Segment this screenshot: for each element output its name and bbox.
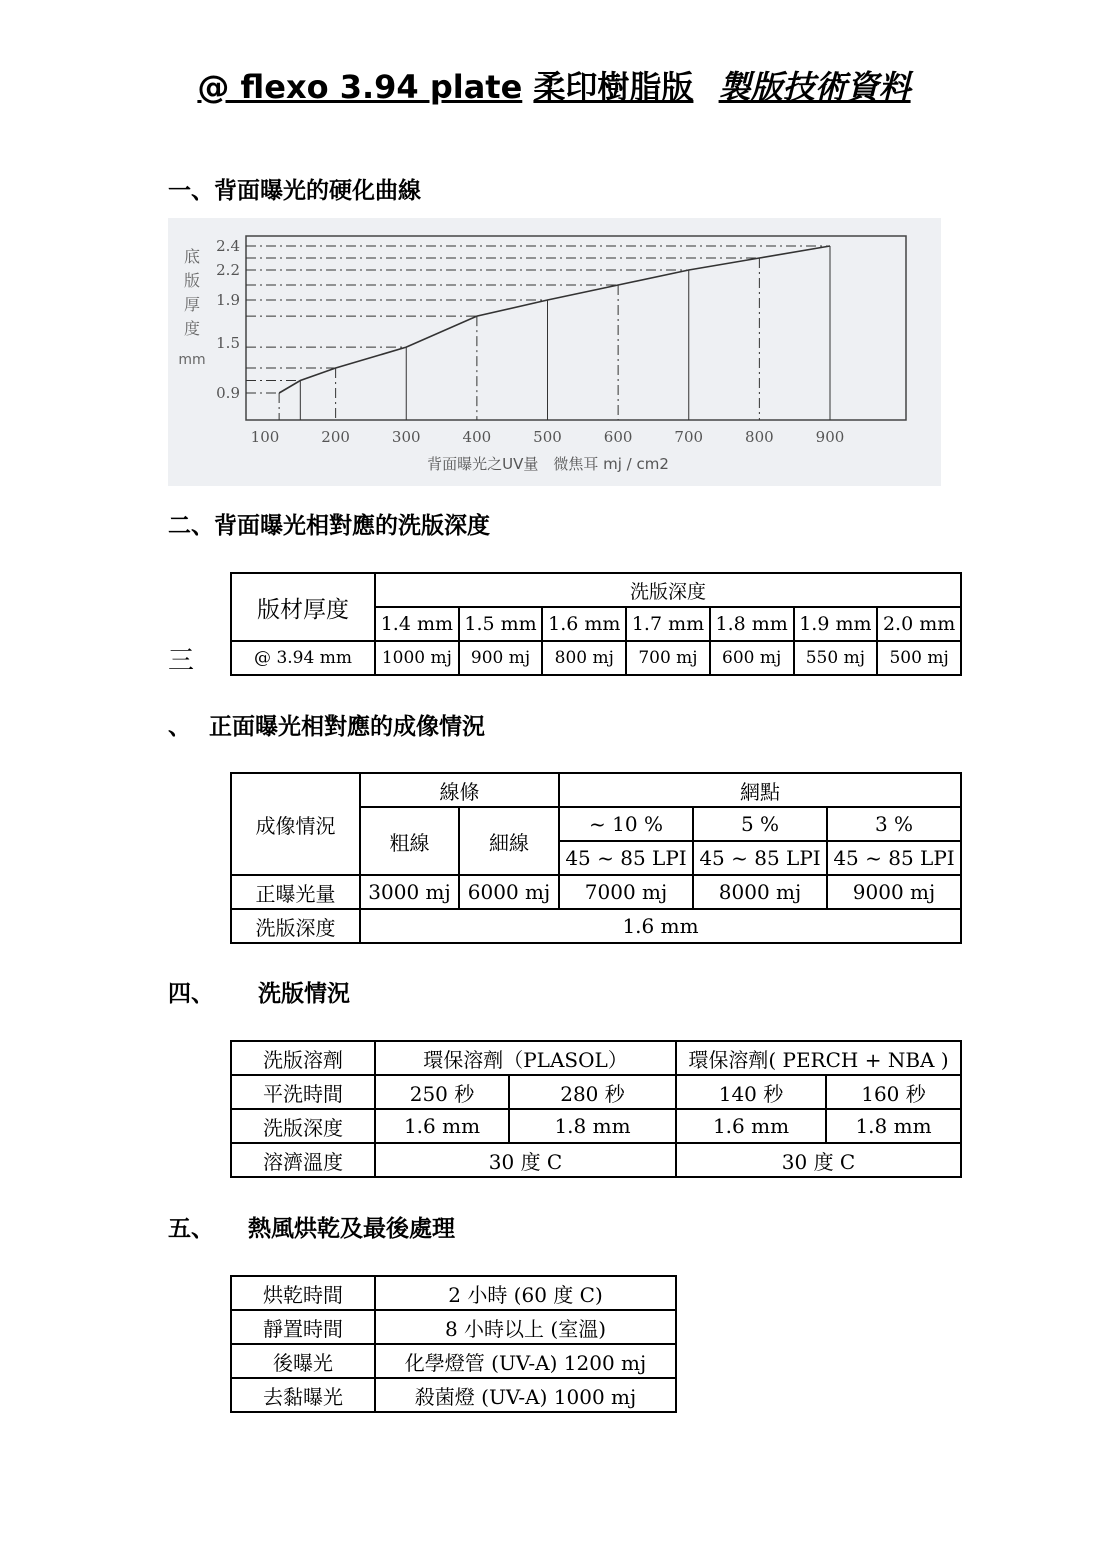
value-cell: 500 mj bbox=[877, 641, 961, 675]
dot-lpi: 45 ~ 85 LPI bbox=[827, 841, 961, 875]
section-5-heading bbox=[168, 1210, 455, 1243]
exposure-value: 3000 mj bbox=[360, 875, 459, 909]
y-axis-unit: mm bbox=[178, 352, 206, 368]
x-tick-label: 100 bbox=[250, 428, 280, 446]
x-tick-label: 400 bbox=[462, 428, 492, 446]
section-number: 一、 bbox=[168, 178, 214, 204]
time-value: 160 秒 bbox=[826, 1075, 961, 1109]
depth-cell: 1.8 mm bbox=[710, 607, 794, 641]
drying-table bbox=[230, 1275, 677, 1413]
washout-table bbox=[230, 1040, 962, 1178]
y-tick-label: 1.5 bbox=[216, 334, 240, 352]
depth-cell: 1.4 mm bbox=[375, 607, 459, 641]
row-label: 後曝光 bbox=[231, 1344, 375, 1378]
title-chinese: 柔印樹脂版 bbox=[533, 68, 694, 106]
x-tick-label: 300 bbox=[391, 428, 421, 446]
chart-svg bbox=[168, 218, 941, 486]
section-2-heading bbox=[168, 507, 490, 540]
x-axis-label: 背面曝光之UV量 微焦耳 mj / cm2 bbox=[427, 455, 669, 473]
value-cell: 700 mj bbox=[626, 641, 710, 675]
y-tick-label: 2.2 bbox=[216, 261, 240, 279]
row-label: 烘乾時間 bbox=[231, 1276, 375, 1310]
depth-value: 1.8 mm bbox=[826, 1109, 961, 1143]
exposure-value: 6000 mj bbox=[459, 875, 559, 909]
depth-cell: 1.6 mm bbox=[542, 607, 626, 641]
depth-cell: 1.7 mm bbox=[626, 607, 710, 641]
time-value: 140 秒 bbox=[676, 1075, 826, 1109]
y-tick-label: 1.9 bbox=[216, 291, 240, 309]
y-axis-label-char: 厚 bbox=[183, 295, 201, 314]
depth-cell: 1.9 mm bbox=[794, 607, 878, 641]
row-value: 2 小時 (60 度 C) bbox=[375, 1276, 676, 1310]
front-exposure-table bbox=[230, 772, 962, 944]
section-title: 正面曝光相對應的成像情況 bbox=[209, 714, 485, 740]
header-lines: 線條 bbox=[360, 773, 559, 807]
title-product: @ flexo 3.94 plate bbox=[197, 68, 523, 106]
header-dots: 網點 bbox=[559, 773, 961, 807]
section-title: 熱風烘乾及最後處理 bbox=[248, 1216, 455, 1242]
solvent-perch-nba: 環保溶劑( PERCH + NBA ) bbox=[676, 1041, 961, 1075]
depth-label: 洗版深度 bbox=[231, 909, 360, 943]
solvent-plasol: 環保溶劑（PLASOL） bbox=[375, 1041, 676, 1075]
x-tick-label: 700 bbox=[674, 428, 704, 446]
section-title: 背面曝光的硬化曲線 bbox=[214, 178, 421, 204]
section-number: 四、 bbox=[168, 981, 214, 1007]
x-tick-label: 900 bbox=[815, 428, 845, 446]
row-value: 8 小時以上 (室溫) bbox=[375, 1310, 676, 1344]
y-axis-label-char: 版 bbox=[183, 271, 201, 290]
dot-lpi: 45 ~ 85 LPI bbox=[559, 841, 693, 875]
time-value: 280 秒 bbox=[509, 1075, 676, 1109]
temp-value: 30 度 C bbox=[375, 1143, 676, 1177]
y-axis-label-char: 底 bbox=[183, 247, 201, 266]
row-label: @ 3.94 mm bbox=[231, 641, 375, 675]
exposure-value: 9000 mj bbox=[827, 875, 961, 909]
chart-frame bbox=[246, 236, 906, 420]
depth-value: 1.8 mm bbox=[509, 1109, 676, 1143]
y-tick-label: 2.4 bbox=[216, 237, 240, 255]
y-axis-label-char: 度 bbox=[183, 319, 201, 338]
page-title bbox=[0, 62, 1108, 108]
dot-percent: 5 % bbox=[693, 807, 827, 841]
depth-cell: 1.5 mm bbox=[459, 607, 543, 641]
header-wash-depth: 洗版深度 bbox=[375, 573, 961, 607]
section-title: 洗版情況 bbox=[258, 981, 350, 1007]
value-cell: 1000 mj bbox=[375, 641, 459, 675]
value-cell: 600 mj bbox=[710, 641, 794, 675]
exposure-label: 正曝光量 bbox=[231, 875, 360, 909]
thin-line: 細線 bbox=[459, 807, 559, 875]
temp-label: 溶濟溫度 bbox=[231, 1143, 375, 1177]
x-tick-label: 800 bbox=[745, 428, 774, 446]
time-label: 平洗時間 bbox=[231, 1075, 375, 1109]
dot-lpi: 45 ~ 85 LPI bbox=[693, 841, 827, 875]
x-tick-label: 200 bbox=[321, 428, 350, 446]
section-title: 背面曝光相對應的洗版深度 bbox=[214, 513, 490, 539]
row-label: 去黏曝光 bbox=[231, 1378, 375, 1412]
y-tick-label: 0.9 bbox=[216, 384, 240, 402]
section-number: 二、 bbox=[168, 513, 214, 539]
depth-value: 1.6 mm bbox=[360, 909, 961, 943]
exposure-value: 8000 mj bbox=[693, 875, 827, 909]
header-imaging: 成像情況 bbox=[231, 773, 360, 875]
depth-cell: 2.0 mm bbox=[877, 607, 961, 641]
value-cell: 900 mj bbox=[459, 641, 543, 675]
section-3-number: 三 bbox=[168, 646, 195, 676]
exposure-value: 7000 mj bbox=[559, 875, 693, 909]
x-tick-label: 500 bbox=[533, 428, 562, 446]
depth-value: 1.6 mm bbox=[375, 1109, 509, 1143]
value-cell: 550 mj bbox=[794, 641, 878, 675]
value-cell: 800 mj bbox=[542, 641, 626, 675]
section-4-heading bbox=[168, 975, 350, 1008]
hardening-curve-chart bbox=[168, 218, 941, 486]
section-3-heading bbox=[168, 708, 485, 741]
header-plate-thickness: 版材厚度 bbox=[231, 573, 375, 641]
dot-percent: ~ 10 % bbox=[559, 807, 693, 841]
section-separator: 、 bbox=[168, 714, 191, 740]
solvent-label: 洗版溶劑 bbox=[231, 1041, 375, 1075]
dot-percent: 3 % bbox=[827, 807, 961, 841]
depth-label: 洗版深度 bbox=[231, 1109, 375, 1143]
back-exposure-table bbox=[230, 572, 962, 676]
section-number: 五、 bbox=[168, 1216, 214, 1242]
title-subject: 製版技術資料 bbox=[718, 68, 911, 106]
x-tick-label: 600 bbox=[603, 428, 633, 446]
row-value: 化學燈管 (UV-A) 1200 mj bbox=[375, 1344, 676, 1378]
section-1-heading bbox=[168, 172, 421, 205]
temp-value: 30 度 C bbox=[676, 1143, 961, 1177]
row-value: 殺菌燈 (UV-A) 1000 mj bbox=[375, 1378, 676, 1412]
thick-line: 粗線 bbox=[360, 807, 459, 875]
time-value: 250 秒 bbox=[375, 1075, 509, 1109]
depth-value: 1.6 mm bbox=[676, 1109, 826, 1143]
row-label: 靜置時間 bbox=[231, 1310, 375, 1344]
